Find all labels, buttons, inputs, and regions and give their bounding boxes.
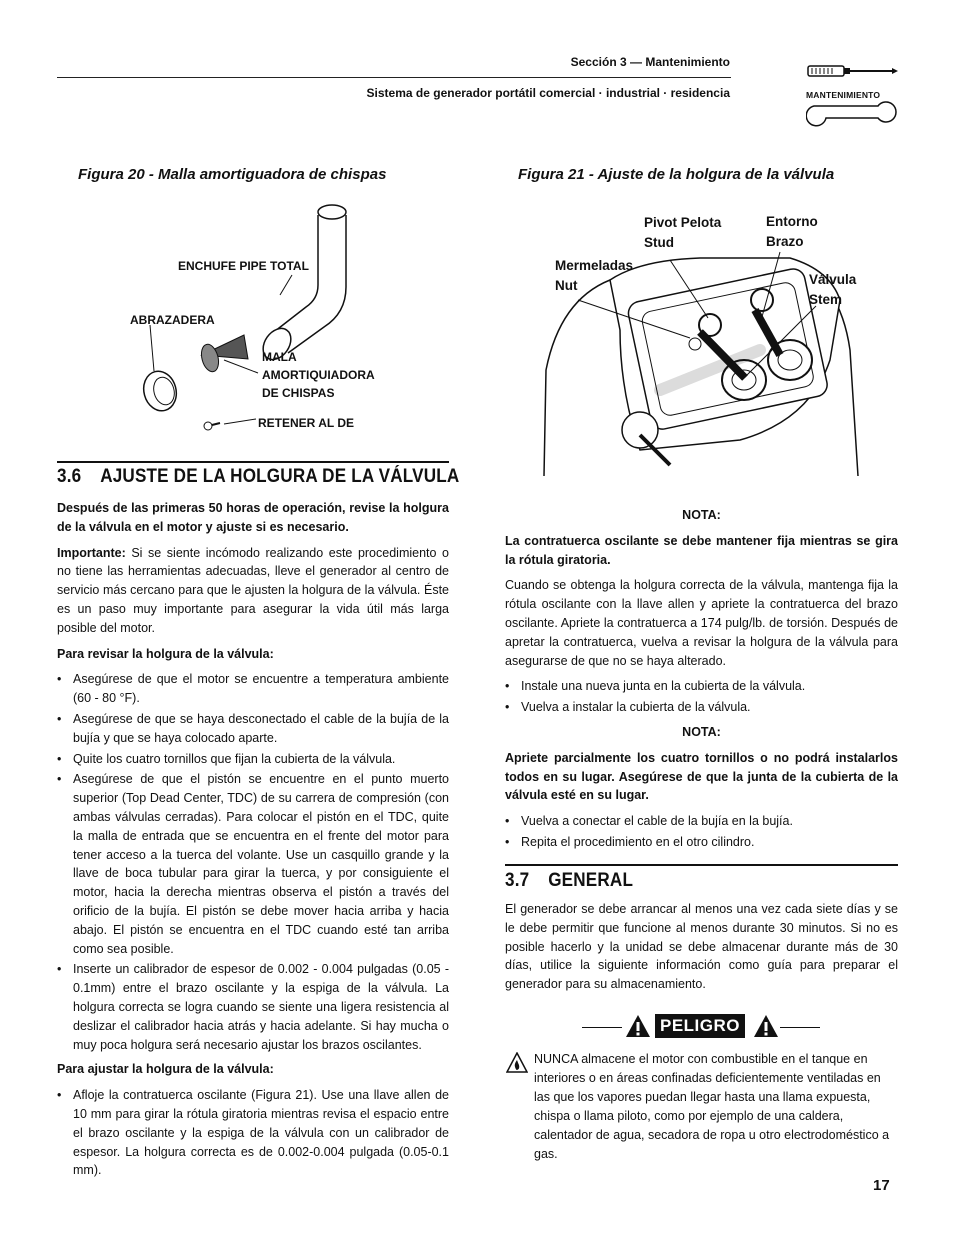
warning-triangle-icon <box>624 1013 652 1039</box>
label-spark-screen-line2: AMORTIQUIADORA <box>262 368 375 382</box>
section-heading <box>505 870 633 892</box>
page-number: 17 <box>873 1177 890 1194</box>
section-heading <box>57 466 459 488</box>
label-jam-nut-line1: Mermeladas <box>555 258 634 273</box>
intro-paragraph: Después de las primeras 50 horas de operación, revise la holgura de la válvula en el motor y ajuste si es necesario. <box>57 501 449 534</box>
label-jam-nut <box>555 256 633 296</box>
list-item: • Asegúrese de que el pistón se encuentre en el punto muerto superior (Top Dead Center, TDC) de su carrera de compresión (con ambas válvulas cerradas). Para colocar el pistón en el TDC, quite la malla de entrada que se encuentra en el frente del motor para tener acceso a la tuerca del volante. Use un casquillo grande y la llave de boca tubular para girar la tuerca, y por consiguiente el motor, hacia la derecha mientras observa el pistón a través del orificio de la bujía. El pistón se debe mover hacia arriba y hacia abajo. El pistón se encuentra en el TDC cuando esté tan arriba como sea posible. <box>57 770 449 958</box>
list-item: • Afloje la contratuerca oscilante (Figura 21). Use una llave allen de 10 mm para girar la rótula giratoria mientras revisa el espacio entre el brazo oscilante y la espiga de la válvula con un calibrador de espesor. La holgura correcta es de 0.002-0.004 pulgada (0.05-0.1 mm). <box>57 1086 449 1180</box>
label-pivot-stud <box>644 213 721 253</box>
section-rule <box>505 864 898 866</box>
label-retainer: RETENER AL DE <box>258 416 355 430</box>
fire-hazard-icon <box>506 1052 528 1074</box>
note-text: Apriete parcialmente los cuatro tornillos o no podrá instalarlos todos en su lugar. Asegúrese de que la junta de la cubierta de la válvula esté en su lugar. <box>505 750 898 803</box>
list-item: • Inserte un calibrador de espesor de 0.002 - 0.004 pulgadas (0.05 - 0.1mm) entre el brazo oscilante y la espiga de la válvula. La holgura correcta se logra cuando se siente una ligera resistencia al deslizar el calibrador hacia atrás y hacia adelante. Si hay mucha o muy poca holgura será necesario ajustar los brazos oscilantes. <box>57 960 449 1054</box>
label-pipe: ENCHUFE PIPE TOTAL <box>178 259 309 273</box>
note-text: La contratuerca oscilante se debe mantener fija mientras se gira la rótula giratoria. <box>505 533 898 567</box>
label-rocker-arm <box>766 212 818 252</box>
list-item: • Asegúrese de que el motor se encuentre a temperatura ambiente (60 - 80 °F). <box>57 670 449 708</box>
label-valve-stem-line2: Stem <box>809 292 843 307</box>
label-valve-stem-line1: Válvula <box>809 272 857 287</box>
section-rule <box>57 461 449 463</box>
adjust-heading: Para ajustar la holgura de la válvula: <box>57 1062 274 1077</box>
tighten-paragraph: Cuando se obtenga la holgura correcta de la válvula, mantenga fija la rótula oscilante con la llave allen y apriete la contratuerca del brazo oscilante. Apriete la contratuerca a 174 pulg/lb. de torsión. Después de apretar la contratuerca, vuelva a revisar la holgura de la válvula para asegurarse de que no se haya alterado. <box>505 578 898 668</box>
label-valve-stem <box>809 270 856 310</box>
section-number: 3.7 <box>505 870 530 891</box>
label-clamp: ABRAZADERA <box>130 313 215 327</box>
label-jam-nut-line2: Nut <box>555 278 578 293</box>
reinstall-list <box>505 677 898 717</box>
note-label: NOTA: <box>682 508 721 522</box>
list-item: • Quite los cuatro tornillos que fijan la cubierta de la válvula. <box>57 750 449 769</box>
important-paragraph <box>57 544 449 638</box>
reconnect-list <box>505 812 898 852</box>
maintenance-badge-label: MANTENIMIENTO <box>806 90 881 100</box>
label-spark-screen <box>262 348 375 402</box>
adjust-list <box>57 1086 449 1180</box>
label-spark-screen-line3: DE CHISPAS <box>262 386 335 400</box>
header-rule <box>57 77 731 78</box>
section-title: AJUSTE DE LA HOLGURA DE LA VÁLVULA <box>100 466 460 487</box>
list-item: • Vuelva a conectar el cable de la bujía en la bujía. <box>505 812 898 831</box>
section-header: Sección 3 — Mantenimiento <box>570 55 730 69</box>
list-item: • Vuelva a instalar la cubierta de la válvula. <box>505 698 898 717</box>
important-label: Importante: <box>57 545 126 560</box>
check-list <box>57 670 449 1054</box>
header-subtitle: Sistema de generador portátil comercial · industrial · residencia <box>366 86 730 100</box>
figure20-caption: Figura 20 - Malla amortiguadora de chispas <box>78 166 387 183</box>
label-pivot-stud-line2: Stud <box>644 235 674 250</box>
section-title: GENERAL <box>548 870 634 891</box>
danger-rule-right <box>780 1027 820 1028</box>
right-column <box>505 506 898 858</box>
danger-text: NUNCA almacene el motor con combustible en el tanque en interiores o en áreas confinadas deficientemente ventiladas en las que los vapores puedan llegar hasta una llama expuesta, chispa o llama piloto, como por ejemplo de una caldera, calentador de agua, secadora de ropa u otro electrodoméstico a gas. <box>534 1052 890 1161</box>
danger-rule-left <box>582 1027 622 1028</box>
label-rocker-arm-line1: Entorno <box>766 214 818 229</box>
left-column <box>57 499 449 1186</box>
check-heading: Para revisar la holgura de la válvula: <box>57 646 274 661</box>
label-spark-screen-line1: MALA <box>262 350 297 364</box>
warning-triangle-icon <box>752 1013 780 1039</box>
list-item: • Repita el procedimiento en el otro cilindro. <box>505 833 898 852</box>
label-rocker-arm-line2: Brazo <box>766 234 804 249</box>
general-paragraph: El generador se debe arrancar al menos una vez cada siete días y se le debe permitir que funcione al menos durante 30 minutos. Si no es posible hacerlo y la unidad se debe almacenar durante más de 30 días, utilice la siguiente información como guía para preparar el generador para su almacenamiento. <box>505 902 898 992</box>
danger-badge: PELIGRO <box>655 1014 745 1038</box>
list-item: • Asegúrese de que se haya desconectado el cable de la bujía de la bujía y que se haya colocado aparte. <box>57 710 449 748</box>
important-text: Si se siente incómodo realizando este procedimiento o no tiene las herramientas adecuadas, lleve el generador al centro de servicio más cercano para que le ajusten la holgura de la válvula. Éste es un paso muy importante para asegurar la vida útil más larga posible del motor. <box>57 545 449 635</box>
note-label: NOTA: <box>682 724 721 739</box>
figure21-caption: Figura 21 - Ajuste de la holgura de la válvula <box>518 166 835 183</box>
section-number: 3.6 <box>57 466 82 487</box>
list-item: • Instale una nueva junta en la cubierta de la válvula. <box>505 677 898 696</box>
label-pivot-stud-line1: Pivot Pelota <box>644 215 722 230</box>
